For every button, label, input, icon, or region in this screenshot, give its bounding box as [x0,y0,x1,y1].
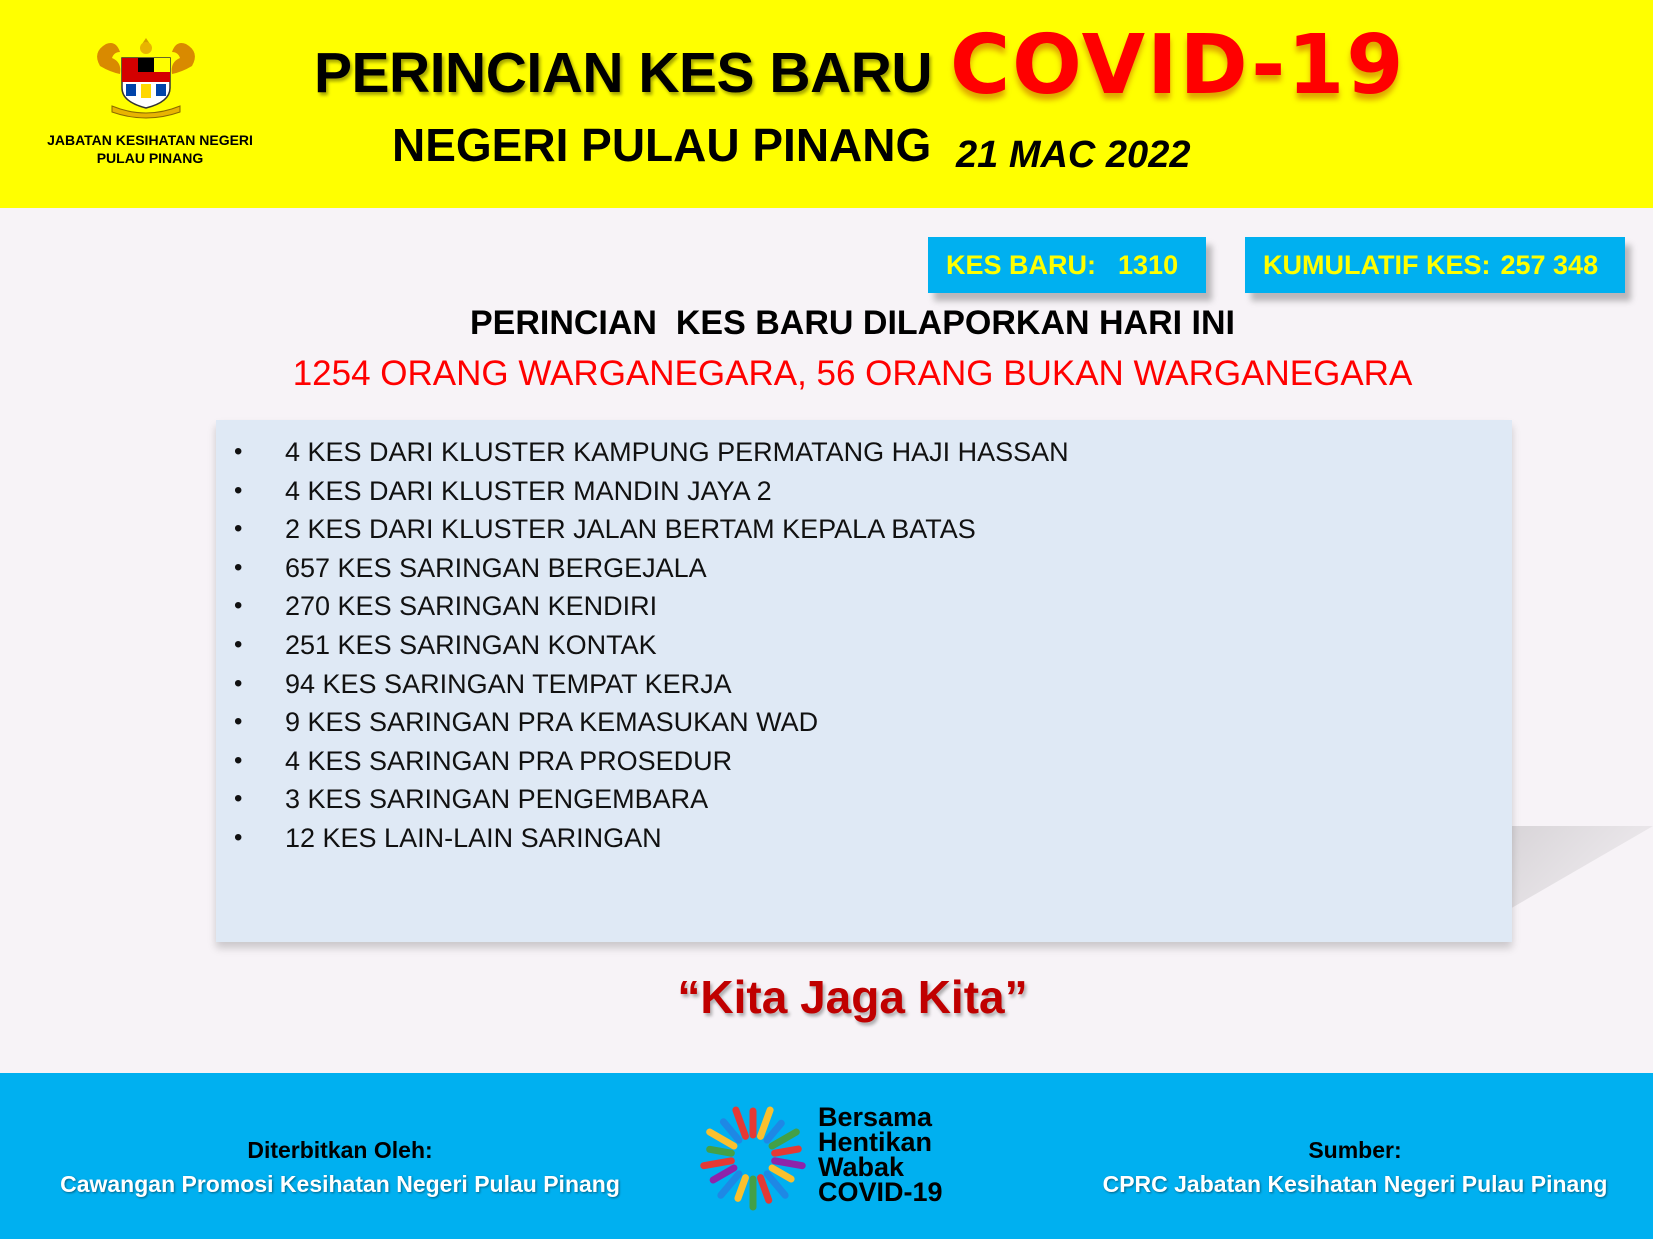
list-item [216,704,1512,743]
list-item-text: 12 KES LAIN-LAIN SARINGAN [285,822,662,853]
coat-of-arms-icon [86,36,206,120]
list-item [216,550,1512,589]
breakdown-list [216,420,1512,859]
bullet-icon: • [234,746,243,774]
new-cases-badge [928,237,1206,293]
source-block [1090,1133,1620,1201]
cumulative-cases-badge [1245,237,1625,293]
state-title: NEGERI PULAU PINANG [392,119,932,171]
virus-ring-logo-icon [698,1099,808,1215]
list-item [216,781,1512,820]
agency-line1: JABATAN KESIHATAN NEGERI [47,132,253,148]
list-item-text: 251 KES SARINGAN KONTAK [285,629,657,660]
new-cases-value: 1310 [1118,249,1179,280]
bullet-icon: • [234,669,243,697]
covid-title: COVID-19 [950,18,1406,113]
list-item [216,627,1512,666]
list-item-text: 2 KES DARI KLUSTER JALAN BERTAM KEPALA BATAS [285,514,976,545]
agency-line2: PULAU PINANG [96,150,204,166]
cumulative-cases-label: KUMULATIF KES: [1263,249,1491,280]
agency-name [20,131,280,167]
campaign-line1: Bersama [818,1102,933,1132]
slogan: “Kita Jaga Kita” [677,971,1028,1023]
citizenship-split: 1254 ORANG WARGANEGARA, 56 ORANG BUKAN WARGANEGARA [292,354,1413,393]
list-item-text: 94 KES SARINGAN TEMPAT KERJA [285,668,732,699]
list-item [216,666,1512,705]
bullet-icon: • [234,823,243,851]
campaign-slogan [818,1102,943,1207]
new-cases-label: KES BARU: [946,249,1097,280]
cumulative-cases-value: 257 348 [1500,249,1599,280]
breakdown-heading: PERINCIAN KES BARU DILAPORKAN HARI INI [469,304,1236,342]
list-item-text: 4 KES SARINGAN PRA PROSEDUR [285,745,733,776]
bullet-icon: • [234,553,243,581]
bullet-icon: • [234,476,243,504]
campaign-line4: COVID-19 [818,1177,943,1207]
list-item-text: 657 KES SARINGAN BERGEJALA [285,552,707,583]
list-item [216,820,1512,859]
footer [0,1073,1653,1239]
list-item [216,434,1512,473]
bullet-icon: • [234,785,243,813]
list-item [216,588,1512,627]
list-item [216,473,1512,512]
source-label: Sumber: [1308,1137,1402,1163]
source-name: CPRC Jabatan Kesihatan Negeri Pulau Pinang [1102,1171,1608,1197]
bullet-icon: • [234,438,243,465]
list-item-text: 3 KES SARINGAN PENGEMBARA [285,784,709,815]
publisher-name: Cawangan Promosi Kesihatan Negeri Pulau Pinang [60,1171,620,1197]
list-item-text: 270 KES SARINGAN KENDIRI [285,591,658,622]
list-item-text: 9 KES SARINGAN PRA KEMASUKAN WAD [285,707,819,738]
header-banner [0,0,1653,208]
campaign-line3: Wabak [818,1152,905,1182]
list-item [216,511,1512,550]
publisher-label: Diterbitkan Oleh: [247,1137,433,1163]
list-item-text: 4 KES DARI KLUSTER MANDIN JAYA 2 [285,475,772,506]
report-date: 21 MAC 2022 [956,134,1191,176]
bullet-icon: • [234,708,243,736]
publisher-block [30,1133,650,1201]
bullet-icon: • [234,515,243,543]
campaign-line2: Hentikan [818,1127,933,1157]
page-title: PERINCIAN KES BARU [314,41,933,105]
breakdown-panel [216,420,1512,942]
bullet-icon: • [234,630,243,658]
list-item-text: 4 KES DARI KLUSTER KAMPUNG PERMATANG HAJI HASSAN [285,437,1069,467]
bullet-icon: • [234,592,243,620]
list-item [216,743,1512,782]
